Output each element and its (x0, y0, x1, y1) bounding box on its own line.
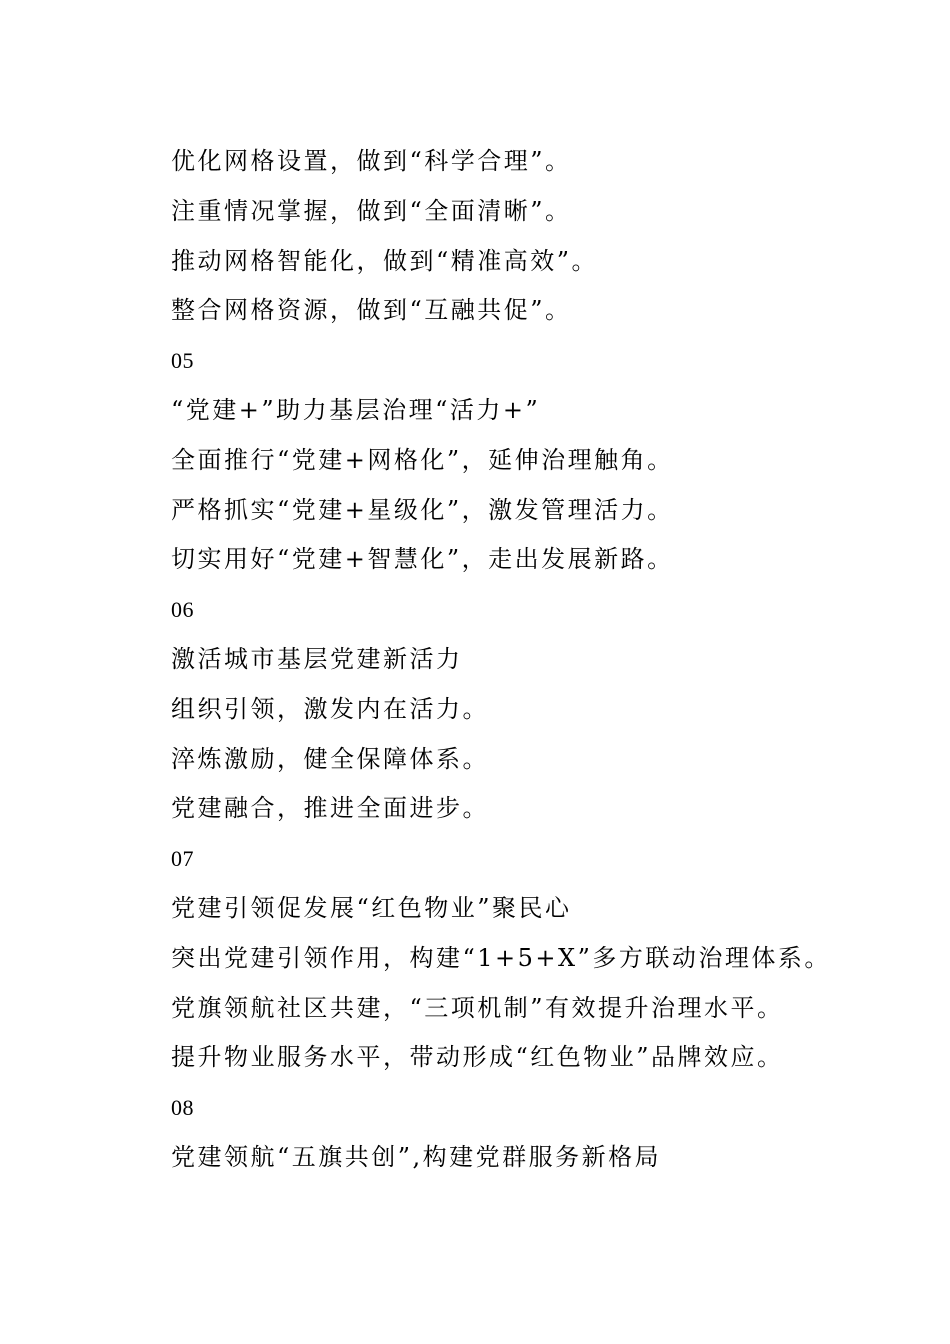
text-line: 整合网格资源，做到“互融共促”。 (171, 296, 572, 325)
text-line: 党建融合，推进全面进步。 (171, 794, 489, 823)
text-line: 切实用好“党建+智慧化”，走出发展新路。 (171, 545, 674, 574)
text-line: 提升物业服务水平，带动形成“红色物业”品牌效应。 (171, 1043, 784, 1072)
text-line: 突出党建引领作用，构建“1+5+X”多方联动治理体系。 (171, 943, 831, 972)
text-line: 推动网格智能化，做到“精准高效”。 (171, 246, 599, 275)
text-line: 优化网格设置，做到“科学合理”。 (171, 147, 572, 175)
section-number: 07 (171, 846, 194, 872)
section-heading: 激活城市基层党建新活力 (171, 644, 463, 673)
text-line: 全面推行“党建+网格化”，延伸治理触角。 (171, 445, 674, 474)
document-body (171, 137, 911, 1183)
text-line: 党旗领航社区共建，“三项机制”有效提升治理水平。 (171, 993, 784, 1022)
text-line: 严格抓实“党建+星级化”，激发管理活力。 (171, 495, 674, 524)
section-heading: “党建+”助力基层治理“活力+” (171, 395, 541, 424)
section-heading: 党建引领促发展“红色物业”聚民心 (171, 893, 572, 922)
text-line: 注重情况掌握，做到“全面清晰”。 (171, 196, 572, 225)
section-number: 06 (171, 597, 194, 623)
section-number: 08 (171, 1095, 194, 1121)
text-line: 组织引领，激发内在活力。 (171, 694, 489, 723)
section-heading: 党建领航“五旗共创”,构建党群服务新格局 (171, 1142, 662, 1171)
section-number: 05 (171, 348, 194, 374)
text-line: 淬炼激励，健全保障体系。 (171, 744, 489, 773)
